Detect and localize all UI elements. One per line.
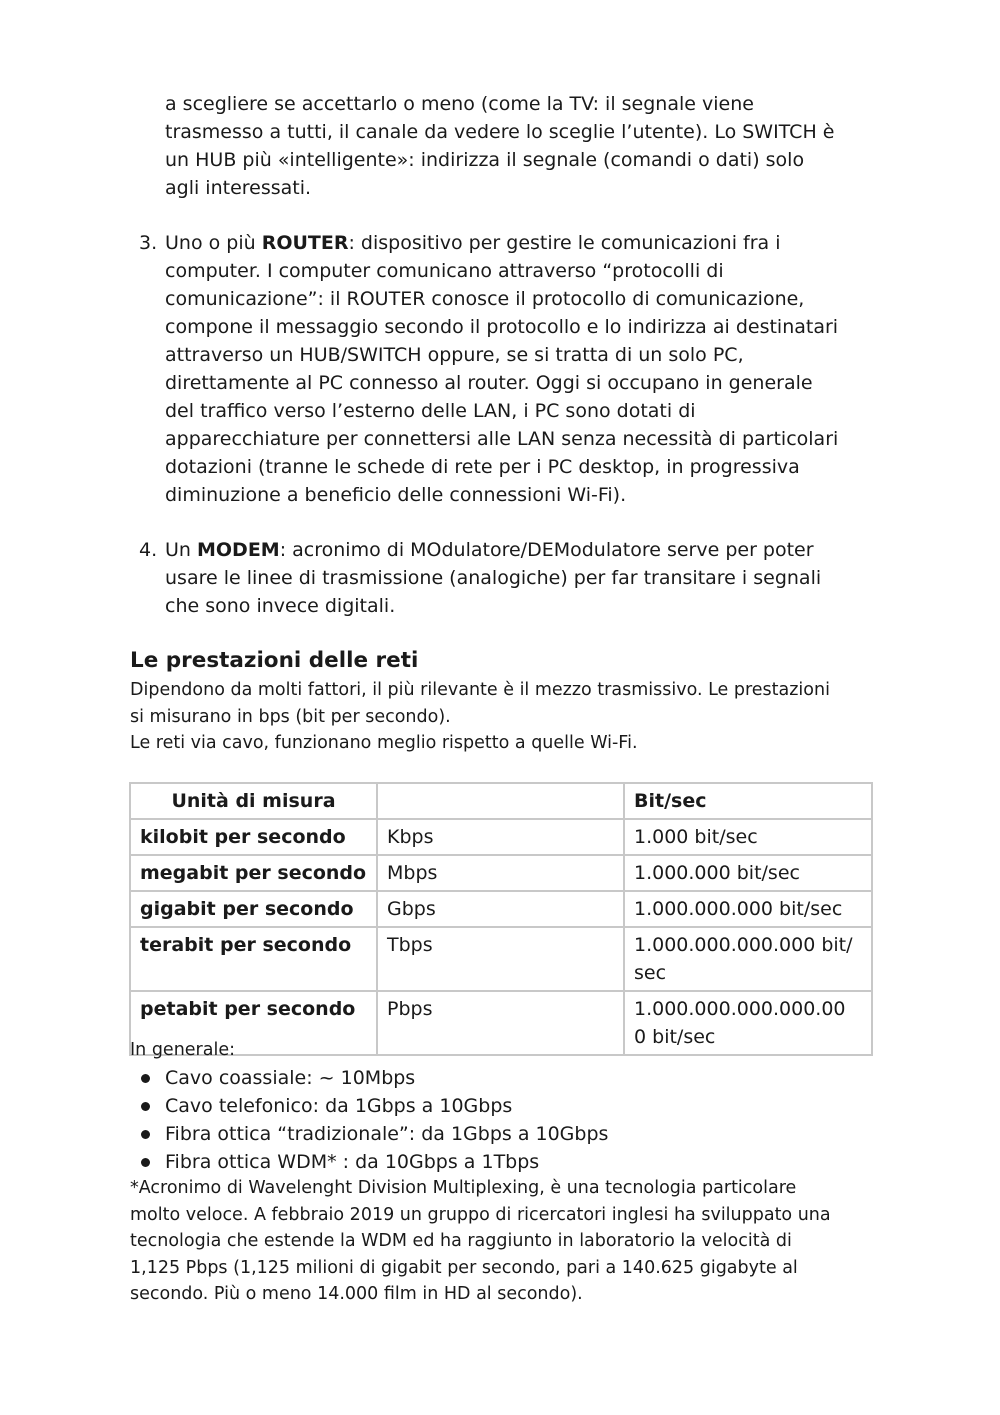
item4-modem <box>165 536 821 620</box>
general-label: In generale: <box>130 1040 235 1060</box>
unit-abbr: Kbps <box>377 819 624 855</box>
text-line: 1,125 Pbps (1,125 milioni di gigabit per secondo, pari a 140.625 gigabyte al <box>130 1257 798 1278</box>
text-line: attraverso un HUB/SWITCH oppure, se si tratta di un solo PC, <box>165 344 744 366</box>
unit-value: 1.000 bit/sec <box>624 819 872 855</box>
footnote <box>130 1175 831 1308</box>
table-row <box>130 991 872 1055</box>
item3-number: 3. <box>139 232 158 254</box>
item4-term: MODEM <box>197 539 280 561</box>
unit-abbr: Pbps <box>377 991 624 1055</box>
text-line: secondo. Più o meno 14.000 film in HD al secondo). <box>130 1284 583 1304</box>
section-intro <box>130 677 830 757</box>
text-line: *Acronimo di Wavelenght Division Multiplexing, è una tecnologia particolare <box>130 1178 797 1198</box>
header-bitsec: Bit/sec <box>624 783 872 819</box>
text-line: dotazioni (tranne le schede di rete per i PC desktop, in progressiva <box>165 456 800 478</box>
item3-router <box>165 229 838 509</box>
text-line: direttamente al PC connesso al router. Oggi si occupano in generale <box>165 372 813 394</box>
text-line: computer. I computer comunicano attraverso “protocolli di <box>165 260 724 282</box>
text-line: che sono invece digitali. <box>165 595 396 617</box>
table-row <box>130 927 872 991</box>
medium-speed-list <box>129 1064 608 1176</box>
text-line: diminuzione a beneficio delle connessioni Wi-Fi). <box>165 484 627 506</box>
unit-value: 1.000.000.000.000.00 0 bit/sec <box>624 991 872 1055</box>
table-row <box>130 819 872 855</box>
text-line: usare le linee di trasmissione (analogiche) per far transitare i segnali <box>165 567 822 589</box>
table-header-row <box>130 783 872 819</box>
unit-name: megabit per secondo <box>130 855 377 891</box>
section-title: Le prestazioni delle reti <box>130 648 419 673</box>
text-line: si misurano in bps (bit per secondo). <box>130 706 451 727</box>
unit-name: terabit per secondo <box>130 927 377 991</box>
unit-abbr: Mbps <box>377 855 624 891</box>
text-line <box>165 229 838 257</box>
list-item: Cavo coassiale: ~ 10Mbps <box>129 1064 608 1092</box>
text-line: apparecchiature per connettersi alle LAN senza necessità di particolari <box>165 428 839 450</box>
text-line: del traffico verso l’esterno delle LAN, i PC sono dotati di <box>165 400 696 422</box>
unit-value: 1.000.000.000.000 bit/ sec <box>624 927 872 991</box>
unit-name: gigabit per secondo <box>130 891 377 927</box>
unit-name: kilobit per secondo <box>130 819 377 855</box>
text-line: a scegliere se accettarlo o meno (come la TV: il segnale viene <box>165 93 754 115</box>
unit-value: 1.000.000.000 bit/sec <box>624 891 872 927</box>
header-unit: Unità di misura <box>130 783 377 819</box>
item4-number: 4. <box>139 539 158 561</box>
text-line: compone il messaggio secondo il protocollo e lo indirizza ai destinatari <box>165 316 839 338</box>
text-line: trasmesso a tutti, il canale da vedere lo sceglie l’utente). Lo SWITCH è <box>165 121 835 143</box>
list-item: Cavo telefonico: da 1Gbps a 10Gbps <box>129 1092 608 1120</box>
list-item: Fibra ottica WDM* : da 10Gbps a 1Tbps <box>129 1148 608 1176</box>
table-row <box>130 891 872 927</box>
item2-continuation <box>165 90 834 202</box>
header-abbr <box>377 783 624 819</box>
unit-abbr: Gbps <box>377 891 624 927</box>
item3-first-line: : dispositivo per gestire le comunicazioni fra i <box>348 232 781 254</box>
unit-abbr: Tbps <box>377 927 624 991</box>
text-line: comunicazione”: il ROUTER conosce il protocollo di comunicazione, <box>165 288 805 310</box>
text-line <box>165 536 821 564</box>
text-line: molto veloce. A febbraio 2019 un gruppo di ricercatori inglesi ha sviluppato una <box>130 1204 831 1225</box>
text-line: agli interessati. <box>165 177 312 199</box>
text-line: tecnologia che estende la WDM ed ha raggiunto in laboratorio la velocità di <box>130 1231 792 1251</box>
unit-name: petabit per secondo <box>130 991 377 1055</box>
text-line: un HUB più «intelligente»: indirizza il segnale (comandi o dati) solo <box>165 149 805 171</box>
item4-first-line: : acronimo di MOdulatore/DEModulatore serve per poter <box>279 539 814 561</box>
table-row <box>130 855 872 891</box>
item4-prefix: Un <box>165 539 197 561</box>
units-table <box>129 782 873 1056</box>
text-line: Le reti via cavo, funzionano meglio rispetto a quelle Wi-Fi. <box>130 733 638 753</box>
item3-prefix: Uno o più <box>165 232 262 254</box>
text-line: Dipendono da molti fattori, il più rilevante è il mezzo trasmissivo. Le prestazioni <box>130 680 830 700</box>
item3-term: ROUTER <box>261 232 349 254</box>
list-item: Fibra ottica “tradizionale”: da 1Gbps a 10Gbps <box>129 1120 608 1148</box>
unit-value: 1.000.000 bit/sec <box>624 855 872 891</box>
